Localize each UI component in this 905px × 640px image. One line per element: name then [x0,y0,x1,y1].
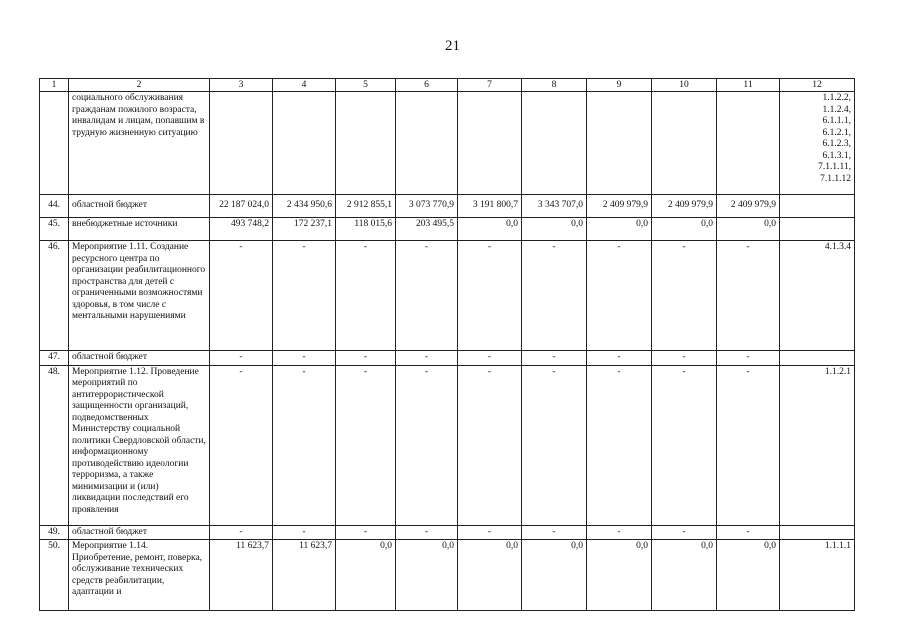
value-cell: 0,0 [458,540,522,611]
table-row [40,218,855,241]
value-cell: 0,0 [652,540,717,611]
value-cell: - [273,365,336,525]
target-ref: 6.1.2.1, [822,127,851,138]
value-cell: - [458,241,522,351]
value-cell: - [522,241,587,351]
value-cell: - [210,351,273,366]
target-refs-cell [780,195,855,218]
value-cell: 118 015,6 [336,218,396,241]
header-cell: 9 [587,79,652,92]
table-row [40,525,855,540]
value-cell: 0,0 [396,540,458,611]
header-cell: 1 [40,79,69,92]
table-row [40,540,855,611]
header-cell: 12 [780,79,855,92]
row-number-cell: 49. [40,525,69,540]
header-cell: 4 [273,79,336,92]
row-name-cell: областной бюджет [69,351,210,366]
value-cell: - [396,525,458,540]
target-refs-cell [780,92,855,195]
row-name-cell: внебюджетные источники [69,218,210,241]
value-cell: - [522,351,587,366]
target-ref: 6.1.3.1, [822,150,851,161]
value-cell: - [652,365,717,525]
value-cell [396,92,458,195]
value-cell: 3 073 770,9 [396,195,458,218]
value-cell: 2 912 855,1 [336,195,396,218]
value-cell: - [336,365,396,525]
target-ref: 1.1.2.4, [822,104,851,115]
row-number-cell: 45. [40,218,69,241]
value-cell: - [210,365,273,525]
value-cell: - [210,241,273,351]
value-cell [717,92,780,195]
row-number-cell: 47. [40,351,69,366]
target-refs-cell: 1.1.1.1 [780,540,855,611]
value-cell [652,92,717,195]
table-row [40,195,855,218]
value-cell: 0,0 [717,218,780,241]
value-cell: 3 191 800,7 [458,195,522,218]
value-cell: 172 237,1 [273,218,336,241]
value-cell: 11 623,7 [210,540,273,611]
value-cell: 22 187 024,0 [210,195,273,218]
target-ref: 6.1.1.1, [822,116,851,126]
header-cell: 10 [652,79,717,92]
value-cell: - [717,351,780,366]
value-cell: - [522,365,587,525]
value-cell: 2 409 979,9 [587,195,652,218]
value-cell: 493 748,2 [210,218,273,241]
value-cell: - [652,525,717,540]
header-cell: 2 [69,79,210,92]
value-cell: 2 434 950,6 [273,195,336,218]
target-ref: 7.1.1.12 [820,173,851,184]
value-cell: - [652,241,717,351]
value-cell: 0,0 [522,540,587,611]
value-cell: 0,0 [587,540,652,611]
value-cell: - [717,525,780,540]
header-cell: 5 [336,79,396,92]
value-cell: 2 409 979,9 [652,195,717,218]
value-cell: - [396,241,458,351]
row-number-cell: 48. [40,365,69,525]
value-cell: - [396,351,458,366]
program-table [39,78,855,611]
value-cell: - [458,351,522,366]
value-cell: 0,0 [522,218,587,241]
row-name-cell: Мероприятие 1.11. Создание ресурсного центра по организации реабилитационного пространства для детей с ограниченными возможностями здоровья, в том числе с ментальными нарушениями [69,241,210,351]
target-ref: 7.1.1.11, [818,162,851,172]
row-number-cell: 44. [40,195,69,218]
value-cell [336,92,396,195]
row-name-cell: социального обслуживания гражданам пожилого возраста, инвалидам и лицам, попавшим в трудную жизненную ситуацию [69,92,210,195]
value-cell: - [717,241,780,351]
value-cell: - [652,351,717,366]
value-cell: - [587,351,652,366]
row-number-cell: 50. [40,540,69,611]
header-cell: 11 [717,79,780,92]
header-cell: 3 [210,79,273,92]
row-number-cell: 46. [40,241,69,351]
value-cell: - [458,365,522,525]
value-cell: - [273,241,336,351]
value-cell [458,92,522,195]
value-cell: - [273,525,336,540]
table-row [40,241,855,351]
header-cell: 7 [458,79,522,92]
page-number: 21 [445,38,460,54]
target-refs-cell: 1.1.2.1 [780,365,855,525]
target-ref: 1.1.2.2, [822,93,851,103]
value-cell: 0,0 [336,540,396,611]
value-cell: - [336,351,396,366]
table-row-continued [40,92,855,195]
target-ref: 6.1.2.3, [822,139,851,149]
table-row [40,351,855,366]
row-name-cell: областной бюджет [69,195,210,218]
value-cell: - [336,525,396,540]
value-cell: 0,0 [652,218,717,241]
target-refs-cell [780,525,855,540]
value-cell: - [522,525,587,540]
value-cell: 3 343 707,0 [522,195,587,218]
value-cell: - [396,365,458,525]
header-row [40,79,855,92]
value-cell: - [717,365,780,525]
value-cell [522,92,587,195]
value-cell: - [587,365,652,525]
value-cell: - [587,241,652,351]
table-row [40,365,855,525]
target-refs-cell: 4.1.3.4 [780,241,855,351]
value-cell: - [273,351,336,366]
value-cell: 0,0 [458,218,522,241]
value-cell: - [336,241,396,351]
row-name-cell: Мероприятие 1.12. Проведение мероприятий по антитеррористической защищенности организаций, подведомственных Министерству социальной политики Свердловской области, информационному противодействию идеологии терроризма, а также минимизации и (или) ликвидации последствий его проявления [69,365,210,525]
value-cell: 203 495,5 [396,218,458,241]
value-cell [210,92,273,195]
value-cell: 0,0 [587,218,652,241]
header-cell: 6 [396,79,458,92]
value-cell: 11 623,7 [273,540,336,611]
row-name-cell: Мероприятие 1.14. Приобретение, ремонт, поверка, обслуживание технических средств реабилитации, адаптации и [69,540,210,611]
target-refs-cell [780,351,855,366]
value-cell: 2 409 979,9 [717,195,780,218]
target-refs-cell [780,218,855,241]
value-cell: - [458,525,522,540]
value-cell: - [587,525,652,540]
value-cell [273,92,336,195]
value-cell: 0,0 [717,540,780,611]
row-number-cell [40,92,69,195]
value-cell: - [210,525,273,540]
row-name-cell: областной бюджет [69,525,210,540]
header-cell: 8 [522,79,587,92]
value-cell [587,92,652,195]
